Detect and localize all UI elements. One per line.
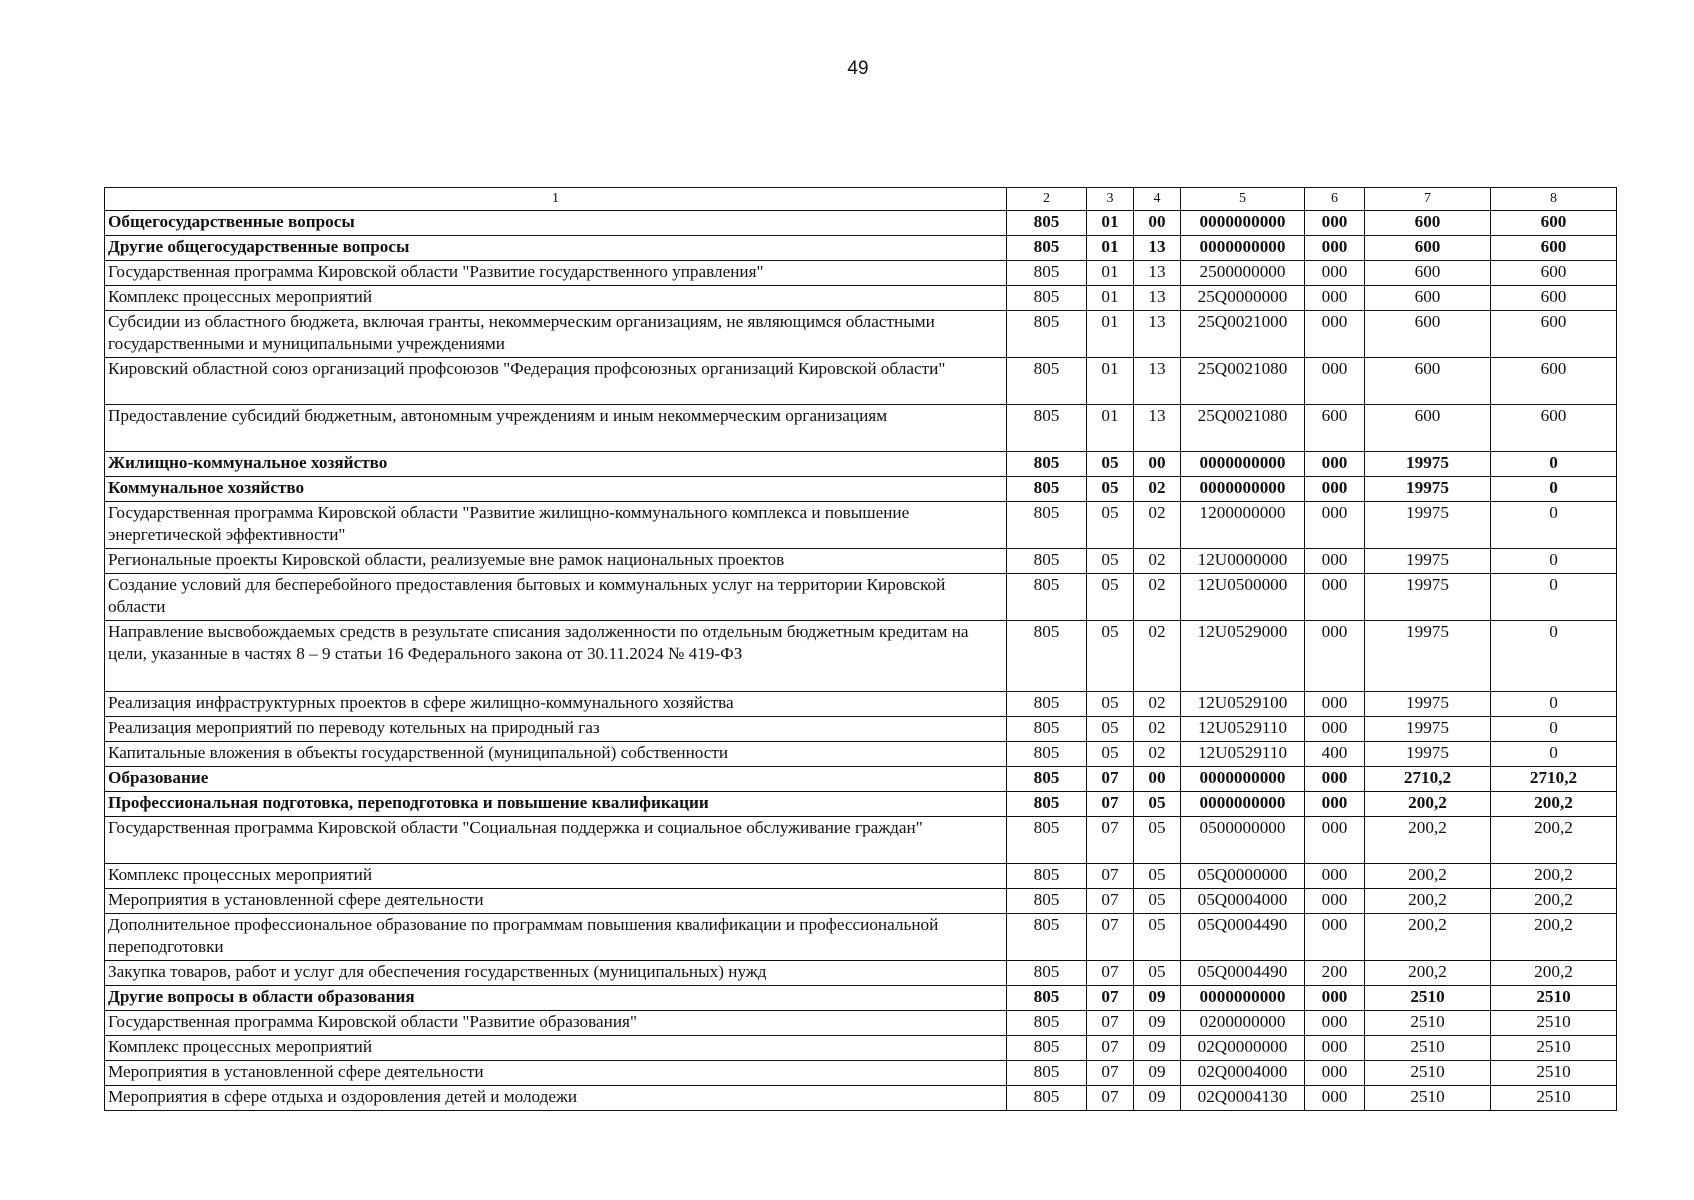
- section-cell: 05: [1087, 717, 1134, 742]
- admin-code-cell: 805: [1007, 864, 1087, 889]
- subsection-cell: 13: [1134, 261, 1181, 286]
- table-row: [105, 621, 1617, 692]
- amount-col8-cell: 200,2: [1491, 914, 1617, 961]
- expense-type-cell: 000: [1305, 236, 1365, 261]
- row-name-cell: Жилищно-коммунальное хозяйство: [105, 452, 1007, 477]
- admin-code-cell: 805: [1007, 286, 1087, 311]
- row-name-cell: Государственная программа Кировской области "Развитие образования": [105, 1011, 1007, 1036]
- target-article-cell: 12U0529110: [1181, 742, 1305, 767]
- table-row: [105, 742, 1617, 767]
- subsection-cell: 09: [1134, 986, 1181, 1011]
- amount-col8-cell: 2510: [1491, 1086, 1617, 1111]
- amount-col7-cell: 2510: [1365, 1086, 1491, 1111]
- table-row: [105, 1086, 1617, 1111]
- amount-col7-cell: 600: [1365, 236, 1491, 261]
- target-article-cell: 2500000000: [1181, 261, 1305, 286]
- section-cell: 01: [1087, 405, 1134, 452]
- subsection-cell: 02: [1134, 502, 1181, 549]
- section-cell: 07: [1087, 1011, 1134, 1036]
- amount-col8-cell: 600: [1491, 358, 1617, 405]
- target-article-cell: 02Q0004000: [1181, 1061, 1305, 1086]
- header-cell: 1: [105, 188, 1007, 211]
- admin-code-cell: 805: [1007, 914, 1087, 961]
- table-row: [105, 986, 1617, 1011]
- expense-type-cell: 000: [1305, 286, 1365, 311]
- section-cell: 01: [1087, 211, 1134, 236]
- row-name-cell: Коммунальное хозяйство: [105, 477, 1007, 502]
- subsection-cell: 13: [1134, 405, 1181, 452]
- section-cell: 05: [1087, 502, 1134, 549]
- admin-code-cell: 805: [1007, 549, 1087, 574]
- table-row: [105, 864, 1617, 889]
- admin-code-cell: 805: [1007, 452, 1087, 477]
- amount-col7-cell: 200,2: [1365, 914, 1491, 961]
- amount-col8-cell: 2710,2: [1491, 767, 1617, 792]
- amount-col7-cell: 600: [1365, 261, 1491, 286]
- subsection-cell: 02: [1134, 717, 1181, 742]
- row-name-cell: Государственная программа Кировской области "Социальная поддержка и социальное обслуживание граждан": [105, 817, 1007, 864]
- subsection-cell: 09: [1134, 1011, 1181, 1036]
- row-name-cell: Региональные проекты Кировской области, реализуемые вне рамок национальных проектов: [105, 549, 1007, 574]
- amount-col7-cell: 200,2: [1365, 792, 1491, 817]
- amount-col7-cell: 19975: [1365, 717, 1491, 742]
- table-row: [105, 889, 1617, 914]
- table-row: [105, 358, 1617, 405]
- amount-col8-cell: 200,2: [1491, 792, 1617, 817]
- amount-col8-cell: 2510: [1491, 986, 1617, 1011]
- amount-col7-cell: 19975: [1365, 621, 1491, 692]
- budget-table: [104, 187, 1617, 1111]
- section-cell: 01: [1087, 286, 1134, 311]
- expense-type-cell: 000: [1305, 914, 1365, 961]
- admin-code-cell: 805: [1007, 311, 1087, 358]
- amount-col7-cell: 19975: [1365, 692, 1491, 717]
- amount-col8-cell: 2510: [1491, 1036, 1617, 1061]
- amount-col7-cell: 19975: [1365, 502, 1491, 549]
- amount-col7-cell: 200,2: [1365, 889, 1491, 914]
- row-name-cell: Мероприятия в установленной сфере деятельности: [105, 1061, 1007, 1086]
- expense-type-cell: 400: [1305, 742, 1365, 767]
- amount-col8-cell: 0: [1491, 742, 1617, 767]
- row-name-cell: Профессиональная подготовка, переподготовка и повышение квалификации: [105, 792, 1007, 817]
- subsection-cell: 13: [1134, 286, 1181, 311]
- admin-code-cell: 805: [1007, 621, 1087, 692]
- section-cell: 05: [1087, 742, 1134, 767]
- target-article-cell: 05Q0004490: [1181, 961, 1305, 986]
- section-cell: 05: [1087, 621, 1134, 692]
- amount-col8-cell: 0: [1491, 574, 1617, 621]
- target-article-cell: 12U0529100: [1181, 692, 1305, 717]
- subsection-cell: 02: [1134, 692, 1181, 717]
- row-name-cell: Реализация мероприятий по переводу котельных на природный газ: [105, 717, 1007, 742]
- admin-code-cell: 805: [1007, 405, 1087, 452]
- expense-type-cell: 000: [1305, 1011, 1365, 1036]
- header-cell: 7: [1365, 188, 1491, 211]
- admin-code-cell: 805: [1007, 1036, 1087, 1061]
- expense-type-cell: 000: [1305, 986, 1365, 1011]
- target-article-cell: 0000000000: [1181, 792, 1305, 817]
- table-row: [105, 961, 1617, 986]
- subsection-cell: 09: [1134, 1086, 1181, 1111]
- table-row: [105, 574, 1617, 621]
- amount-col8-cell: 0: [1491, 452, 1617, 477]
- amount-col7-cell: 200,2: [1365, 817, 1491, 864]
- row-name-cell: Образование: [105, 767, 1007, 792]
- section-cell: 05: [1087, 477, 1134, 502]
- expense-type-cell: 000: [1305, 261, 1365, 286]
- section-cell: 07: [1087, 914, 1134, 961]
- table-row: [105, 914, 1617, 961]
- expense-type-cell: 000: [1305, 1061, 1365, 1086]
- admin-code-cell: 805: [1007, 236, 1087, 261]
- amount-col7-cell: 19975: [1365, 477, 1491, 502]
- subsection-cell: 13: [1134, 358, 1181, 405]
- table-row: [105, 692, 1617, 717]
- section-cell: 01: [1087, 358, 1134, 405]
- expense-type-cell: 000: [1305, 889, 1365, 914]
- section-cell: 07: [1087, 961, 1134, 986]
- amount-col7-cell: 2510: [1365, 986, 1491, 1011]
- row-name-cell: Направление высвобождаемых средств в результате списания задолженности по отдельным бюджетным кредитам на цели, указанные в частях 8 – 9 статьи 16 Федерального закона от 30.11.2024 № 419-ФЗ: [105, 621, 1007, 692]
- subsection-cell: 05: [1134, 914, 1181, 961]
- admin-code-cell: 805: [1007, 477, 1087, 502]
- table-row: [105, 792, 1617, 817]
- section-cell: 05: [1087, 692, 1134, 717]
- row-name-cell: Государственная программа Кировской области "Развитие государственного управления": [105, 261, 1007, 286]
- amount-col7-cell: 600: [1365, 311, 1491, 358]
- subsection-cell: 05: [1134, 864, 1181, 889]
- subsection-cell: 05: [1134, 792, 1181, 817]
- admin-code-cell: 805: [1007, 502, 1087, 549]
- row-name-cell: Комплекс процессных мероприятий: [105, 864, 1007, 889]
- section-cell: 05: [1087, 574, 1134, 621]
- amount-col8-cell: 600: [1491, 211, 1617, 236]
- amount-col7-cell: 2710,2: [1365, 767, 1491, 792]
- expense-type-cell: 000: [1305, 452, 1365, 477]
- subsection-cell: 00: [1134, 452, 1181, 477]
- admin-code-cell: 805: [1007, 742, 1087, 767]
- subsection-cell: 02: [1134, 549, 1181, 574]
- expense-type-cell: 000: [1305, 692, 1365, 717]
- subsection-cell: 13: [1134, 236, 1181, 261]
- section-cell: 05: [1087, 549, 1134, 574]
- row-name-cell: Государственная программа Кировской области "Развитие жилищно-коммунального комплекса и повышение энергетической эффективности": [105, 502, 1007, 549]
- subsection-cell: 02: [1134, 477, 1181, 502]
- subsection-cell: 00: [1134, 211, 1181, 236]
- amount-col8-cell: 600: [1491, 236, 1617, 261]
- amount-col8-cell: 200,2: [1491, 817, 1617, 864]
- admin-code-cell: 805: [1007, 717, 1087, 742]
- amount-col8-cell: 200,2: [1491, 864, 1617, 889]
- expense-type-cell: 000: [1305, 1036, 1365, 1061]
- target-article-cell: 05Q0004000: [1181, 889, 1305, 914]
- section-cell: 07: [1087, 817, 1134, 864]
- header-cell: 6: [1305, 188, 1365, 211]
- target-article-cell: 0000000000: [1181, 477, 1305, 502]
- header-cell: 8: [1491, 188, 1617, 211]
- table-row: [105, 767, 1617, 792]
- admin-code-cell: 805: [1007, 986, 1087, 1011]
- subsection-cell: 09: [1134, 1036, 1181, 1061]
- row-name-cell: Субсидии из областного бюджета, включая гранты, некоммерческим организациям, не являющимся областными государственными и муниципальными учреждениями: [105, 311, 1007, 358]
- section-cell: 01: [1087, 236, 1134, 261]
- expense-type-cell: 000: [1305, 621, 1365, 692]
- subsection-cell: 05: [1134, 961, 1181, 986]
- admin-code-cell: 805: [1007, 211, 1087, 236]
- row-name-cell: Комплекс процессных мероприятий: [105, 1036, 1007, 1061]
- section-cell: 05: [1087, 452, 1134, 477]
- target-article-cell: 02Q0004130: [1181, 1086, 1305, 1111]
- table-row: [105, 549, 1617, 574]
- table-row: [105, 405, 1617, 452]
- section-cell: 01: [1087, 261, 1134, 286]
- target-article-cell: 0500000000: [1181, 817, 1305, 864]
- row-name-cell: Мероприятия в установленной сфере деятельности: [105, 889, 1007, 914]
- target-article-cell: 0000000000: [1181, 211, 1305, 236]
- header-cell: 3: [1087, 188, 1134, 211]
- amount-col7-cell: 600: [1365, 405, 1491, 452]
- target-article-cell: 25Q0021080: [1181, 358, 1305, 405]
- subsection-cell: 02: [1134, 742, 1181, 767]
- admin-code-cell: 805: [1007, 889, 1087, 914]
- header-cell: 4: [1134, 188, 1181, 211]
- section-cell: 07: [1087, 889, 1134, 914]
- section-cell: 07: [1087, 792, 1134, 817]
- target-article-cell: 0000000000: [1181, 986, 1305, 1011]
- expense-type-cell: 000: [1305, 864, 1365, 889]
- row-name-cell: Реализация инфраструктурных проектов в сфере жилищно-коммунального хозяйства: [105, 692, 1007, 717]
- amount-col8-cell: 0: [1491, 621, 1617, 692]
- table-row: [105, 452, 1617, 477]
- expense-type-cell: 000: [1305, 211, 1365, 236]
- admin-code-cell: 805: [1007, 574, 1087, 621]
- amount-col8-cell: 2510: [1491, 1011, 1617, 1036]
- subsection-cell: 00: [1134, 767, 1181, 792]
- target-article-cell: 0000000000: [1181, 767, 1305, 792]
- amount-col8-cell: 600: [1491, 405, 1617, 452]
- header-cell: 5: [1181, 188, 1305, 211]
- subsection-cell: 02: [1134, 621, 1181, 692]
- table-row: [105, 1011, 1617, 1036]
- row-name-cell: Предоставление субсидий бюджетным, автономным учреждениям и иным некоммерческим организациям: [105, 405, 1007, 452]
- expense-type-cell: 000: [1305, 311, 1365, 358]
- subsection-cell: 05: [1134, 817, 1181, 864]
- row-name-cell: Закупка товаров, работ и услуг для обеспечения государственных (муниципальных) нужд: [105, 961, 1007, 986]
- amount-col8-cell: 600: [1491, 261, 1617, 286]
- expense-type-cell: 000: [1305, 817, 1365, 864]
- admin-code-cell: 805: [1007, 692, 1087, 717]
- row-name-cell: Другие общегосударственные вопросы: [105, 236, 1007, 261]
- section-cell: 01: [1087, 311, 1134, 358]
- admin-code-cell: 805: [1007, 1061, 1087, 1086]
- table-row: [105, 1061, 1617, 1086]
- table-row: [105, 261, 1617, 286]
- table-row: [105, 717, 1617, 742]
- amount-col8-cell: 0: [1491, 502, 1617, 549]
- amount-col7-cell: 600: [1365, 358, 1491, 405]
- expense-type-cell: 000: [1305, 792, 1365, 817]
- admin-code-cell: 805: [1007, 961, 1087, 986]
- target-article-cell: 12U0529000: [1181, 621, 1305, 692]
- header-row: [105, 188, 1617, 211]
- row-name-cell: Общегосударственные вопросы: [105, 211, 1007, 236]
- target-article-cell: 05Q0000000: [1181, 864, 1305, 889]
- table-row: [105, 311, 1617, 358]
- target-article-cell: 12U0000000: [1181, 549, 1305, 574]
- target-article-cell: 0000000000: [1181, 236, 1305, 261]
- amount-col8-cell: 0: [1491, 717, 1617, 742]
- expense-type-cell: 600: [1305, 405, 1365, 452]
- amount-col7-cell: 600: [1365, 211, 1491, 236]
- amount-col7-cell: 19975: [1365, 574, 1491, 621]
- row-name-cell: Комплекс процессных мероприятий: [105, 286, 1007, 311]
- table-row: [105, 477, 1617, 502]
- section-cell: 07: [1087, 1061, 1134, 1086]
- amount-col8-cell: 600: [1491, 311, 1617, 358]
- table-row: [105, 1036, 1617, 1061]
- expense-type-cell: 000: [1305, 477, 1365, 502]
- amount-col7-cell: 200,2: [1365, 864, 1491, 889]
- expense-type-cell: 200: [1305, 961, 1365, 986]
- admin-code-cell: 805: [1007, 767, 1087, 792]
- target-article-cell: 12U0500000: [1181, 574, 1305, 621]
- expense-type-cell: 000: [1305, 358, 1365, 405]
- table-row: [105, 211, 1617, 236]
- row-name-cell: Капитальные вложения в объекты государственной (муниципальной) собственности: [105, 742, 1007, 767]
- amount-col8-cell: 0: [1491, 549, 1617, 574]
- amount-col8-cell: 0: [1491, 477, 1617, 502]
- section-cell: 07: [1087, 864, 1134, 889]
- page-number: 49: [847, 58, 869, 79]
- target-article-cell: 0200000000: [1181, 1011, 1305, 1036]
- row-name-cell: Кировский областной союз организаций профсоюзов "Федерация профсоюзных организаций Кировской области": [105, 358, 1007, 405]
- amount-col8-cell: 200,2: [1491, 961, 1617, 986]
- target-article-cell: 1200000000: [1181, 502, 1305, 549]
- expense-type-cell: 000: [1305, 502, 1365, 549]
- amount-col8-cell: 0: [1491, 692, 1617, 717]
- admin-code-cell: 805: [1007, 792, 1087, 817]
- amount-col8-cell: 200,2: [1491, 889, 1617, 914]
- row-name-cell: Создание условий для бесперебойного предоставления бытовых и коммунальных услуг на территории Кировской области: [105, 574, 1007, 621]
- target-article-cell: 12U0529110: [1181, 717, 1305, 742]
- expense-type-cell: 000: [1305, 767, 1365, 792]
- subsection-cell: 09: [1134, 1061, 1181, 1086]
- amount-col7-cell: 19975: [1365, 742, 1491, 767]
- expense-type-cell: 000: [1305, 574, 1365, 621]
- amount-col7-cell: 200,2: [1365, 961, 1491, 986]
- table-row: [105, 286, 1617, 311]
- section-cell: 07: [1087, 1086, 1134, 1111]
- target-article-cell: 25Q0021000: [1181, 311, 1305, 358]
- subsection-cell: 05: [1134, 889, 1181, 914]
- amount-col7-cell: 2510: [1365, 1061, 1491, 1086]
- amount-col7-cell: 2510: [1365, 1036, 1491, 1061]
- section-cell: 07: [1087, 1036, 1134, 1061]
- expense-type-cell: 000: [1305, 1086, 1365, 1111]
- admin-code-cell: 805: [1007, 1086, 1087, 1111]
- section-cell: 07: [1087, 767, 1134, 792]
- subsection-cell: 13: [1134, 311, 1181, 358]
- table-row: [105, 236, 1617, 261]
- section-cell: 07: [1087, 986, 1134, 1011]
- row-name-cell: Дополнительное профессиональное образование по программам повышения квалификации и профессиональной переподготовки: [105, 914, 1007, 961]
- amount-col7-cell: 19975: [1365, 452, 1491, 477]
- admin-code-cell: 805: [1007, 817, 1087, 864]
- admin-code-cell: 805: [1007, 261, 1087, 286]
- expense-type-cell: 000: [1305, 549, 1365, 574]
- target-article-cell: 25Q0021080: [1181, 405, 1305, 452]
- expense-type-cell: 000: [1305, 717, 1365, 742]
- amount-col7-cell: 2510: [1365, 1011, 1491, 1036]
- row-name-cell: Другие вопросы в области образования: [105, 986, 1007, 1011]
- target-article-cell: 02Q0000000: [1181, 1036, 1305, 1061]
- table-row: [105, 817, 1617, 864]
- target-article-cell: 0000000000: [1181, 452, 1305, 477]
- subsection-cell: 02: [1134, 574, 1181, 621]
- amount-col7-cell: 19975: [1365, 549, 1491, 574]
- table-row: [105, 502, 1617, 549]
- amount-col7-cell: 600: [1365, 286, 1491, 311]
- target-article-cell: 05Q0004490: [1181, 914, 1305, 961]
- amount-col8-cell: 2510: [1491, 1061, 1617, 1086]
- admin-code-cell: 805: [1007, 1011, 1087, 1036]
- header-cell: 2: [1007, 188, 1087, 211]
- amount-col8-cell: 600: [1491, 286, 1617, 311]
- target-article-cell: 25Q0000000: [1181, 286, 1305, 311]
- admin-code-cell: 805: [1007, 358, 1087, 405]
- row-name-cell: Мероприятия в сфере отдыха и оздоровления детей и молодежи: [105, 1086, 1007, 1111]
